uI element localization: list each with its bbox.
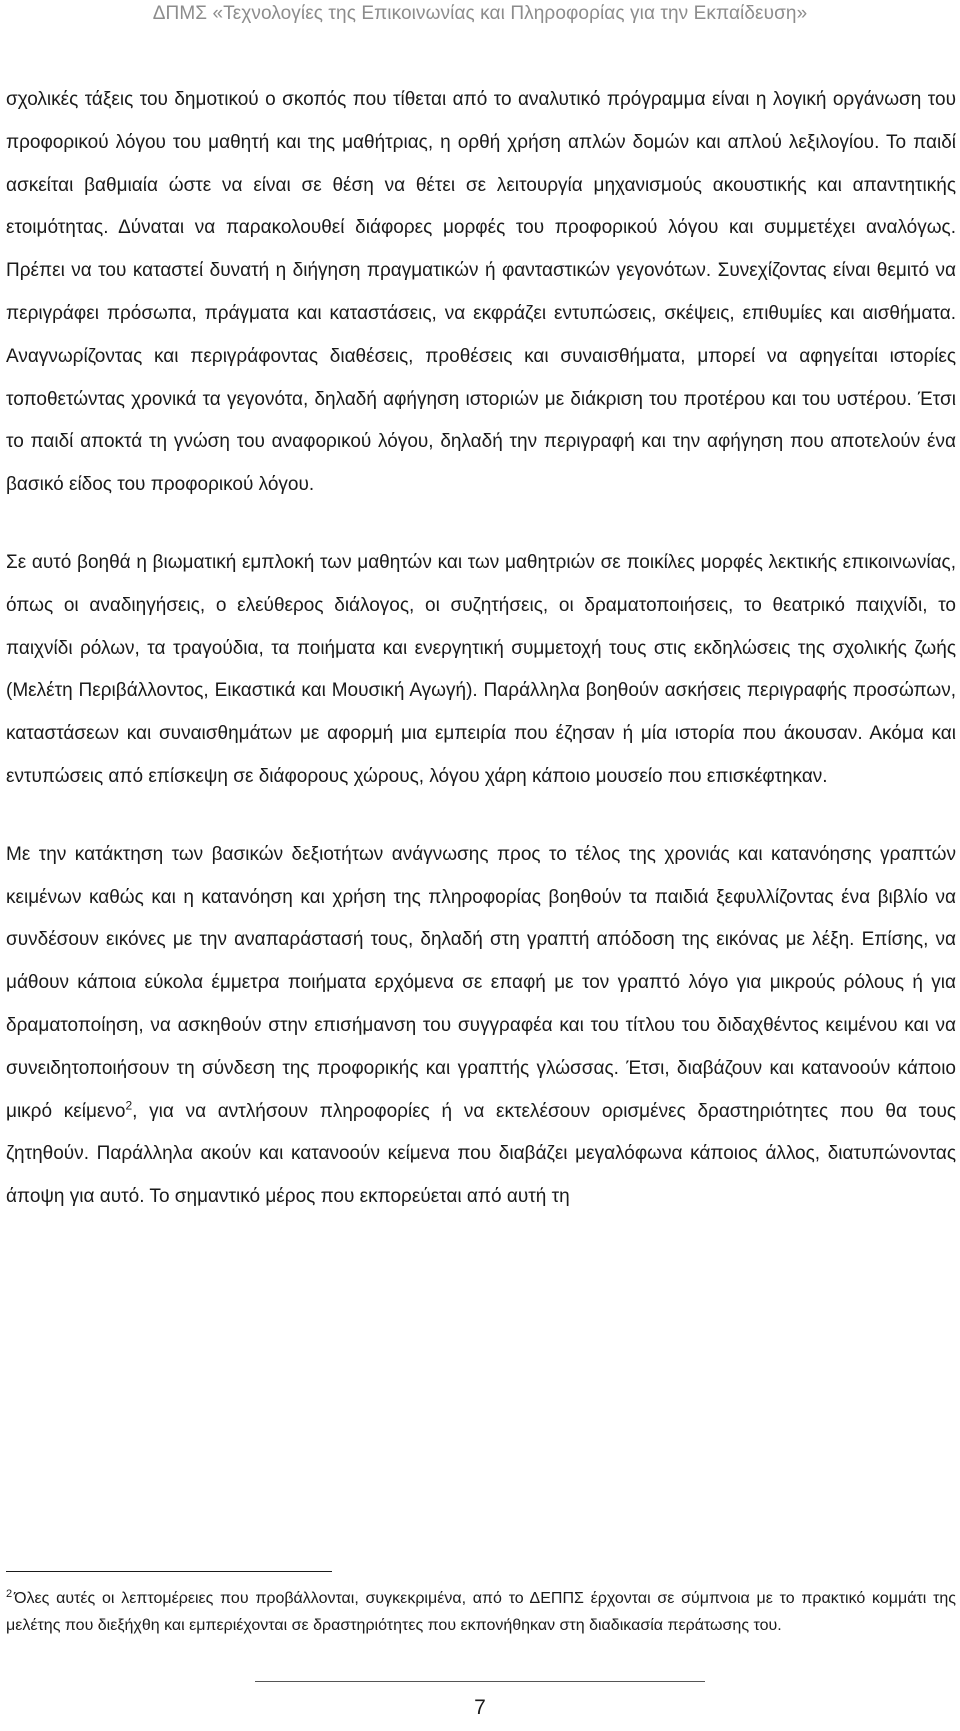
- paragraph-2: Σε αυτό βοηθά η βιωματική εμπλοκή των μαθητών και των μαθητριών σε ποικίλες μορφές λεκτικής επικοινωνίας, όπως οι αναδιηγήσεις, ο ελεύθερος διάλογος, οι συζητήσεις, οι δραματοποιήσεις, το θεατρικό παιχνίδι, το παιχνίδι ρόλων, τα τραγούδια, τα ποιήματα και ενεργητική συμμετοχή τους στις εκδηλώσεις της σχολικής ζωής (Μελέτη Περιβάλλοντος, Εικαστικά και Μουσική Αγωγή). Παράλληλα βοηθούν ασκήσεις περιγραφής προσώπων, καταστάσεων και συναισθημάτων με αφορμή μια εμπειρία που έζησαν ή μία ιστορία που άκουσαν. Ακόμα και εντυπώσεις από επίσκεψη σε διάφορους χώρους, λόγου χάρη κάποιο μουσείο που επισκέφτηκαν.: [6, 551, 956, 787]
- running-header: ΔΠΜΣ «Τεχνολογίες της Επικοινωνίας και Πληροφορίας για την Εκπαίδευση»: [152, 3, 808, 24]
- footnote-separator: [6, 1571, 332, 1572]
- paragraph-3-text-end: , για να αντλήσουν πληροφορίες ή να εκτελέσουν ορισμένες δραστηριότητες που θα τους ζητηθούν. Παράλληλα ακούν και κατανοούν κείμενα που διαβάζει μεγαλόφωνα κάποιος άλλος, διατυπώνοντας άποψη για αυτό. Το σημαντικό μέρος που εκπορεύεται από αυτή τη: [6, 1100, 957, 1208]
- footnote-text: Όλες αυτές οι λεπτομέρειες που προβάλλονται, συγκεκριμένα, από το ΔΕΠΠΣ έρχονται σε σύμπνοια με το πρακτικό κομμάτι της μελέτης που διεξήχθη και εμπεριέχονται σε δραστηριότητες που εκπονήθηκαν στη διαδικασία περάτωσης του.: [6, 1590, 956, 1634]
- page-number: 7: [474, 1696, 486, 1719]
- paragraph-3: [6, 834, 956, 1219]
- body-text: [6, 79, 956, 1219]
- paragraph-3-text-start: Με την κατάκτηση των βασικών δεξιοτήτων ανάγνωσης προς το τέλος της χρονιάς και κατανόησης γραπτών κειμένων καθώς και η κατανόηση και χρήση της πληροφορίας βοηθούν τα παιδιά ξεφυλλίζοντας ένα βιβλίο να συνδέσουν εικόνες με την αναπαράστασή τους, δηλαδή στη γραπτή απόδοση της εικόνας με λέξη. Επίσης, να μάθουν κάποια εύκολα έμμετρα ποιήματα ερχόμενα σε επαφή με τον γραπτό λόγο για μικρούς ρόλους ή για δραματοποίηση, να ασκηθούν στην επισήμανση του συγγραφέα και του τίτλου του διδαχθέντος κειμένου και να συνειδητοποιήσουν τη σύνδεση της προφορικής και γραπτής γλώσσας. Έτσι, διαβάζουν και κατανοούν κάποιο μικρό κείμενο: [6, 843, 956, 1122]
- footnote-mark: 2: [6, 1587, 13, 1600]
- footnote: [6, 1585, 956, 1639]
- footer-rule: [255, 1681, 705, 1682]
- footnote-reference[interactable]: 2: [125, 1098, 133, 1113]
- paragraph-1: σχολικές τάξεις του δημοτικού ο σκοπός που τίθεται από το αναλυτικό πρόγραμμα είναι η λογική οργάνωση του προφορικού λόγου του μαθητή και της μαθήτριας, η ορθή χρήση απλών δομών και απλού λεξιλογίου. Το παιδί ασκείται βαθμιαία ώστε να είναι σε θέση να θέτει σε λειτουργία μηχανισμούς ακουστικής και απαντητικής ετοιμότητας. Δύναται να παρακολουθεί διάφορες μορφές του προφορικού λόγου και συμμετέχει αναλόγως. Πρέπει να του καταστεί δυνατή η διήγηση πραγματικών ή φανταστικών γεγονότων. Συνεχίζοντας είναι θεμιτό να περιγράφει πρόσωπα, πράγματα και καταστάσεις, να εκφράζει εντυπώσεις, σκέψεις, επιθυμίες και αισθήματα. Αναγνωρίζοντας και περιγράφοντας διαθέσεις, προθέσεις και συναισθήματα, μπορεί να αφηγείται ιστορίες τοποθετώντας χρονικά τα γεγονότα, δηλαδή αφήγηση ιστοριών με διάκριση του προτέρου και του υστέρου. Έτσι το παιδί αποκτά τη γνώση του αναφορικού λόγου, δηλαδή την περιγραφή και την αφήγηση που αποτελούν ένα βασικό είδος του προφορικού λόγου.: [6, 89, 956, 496]
